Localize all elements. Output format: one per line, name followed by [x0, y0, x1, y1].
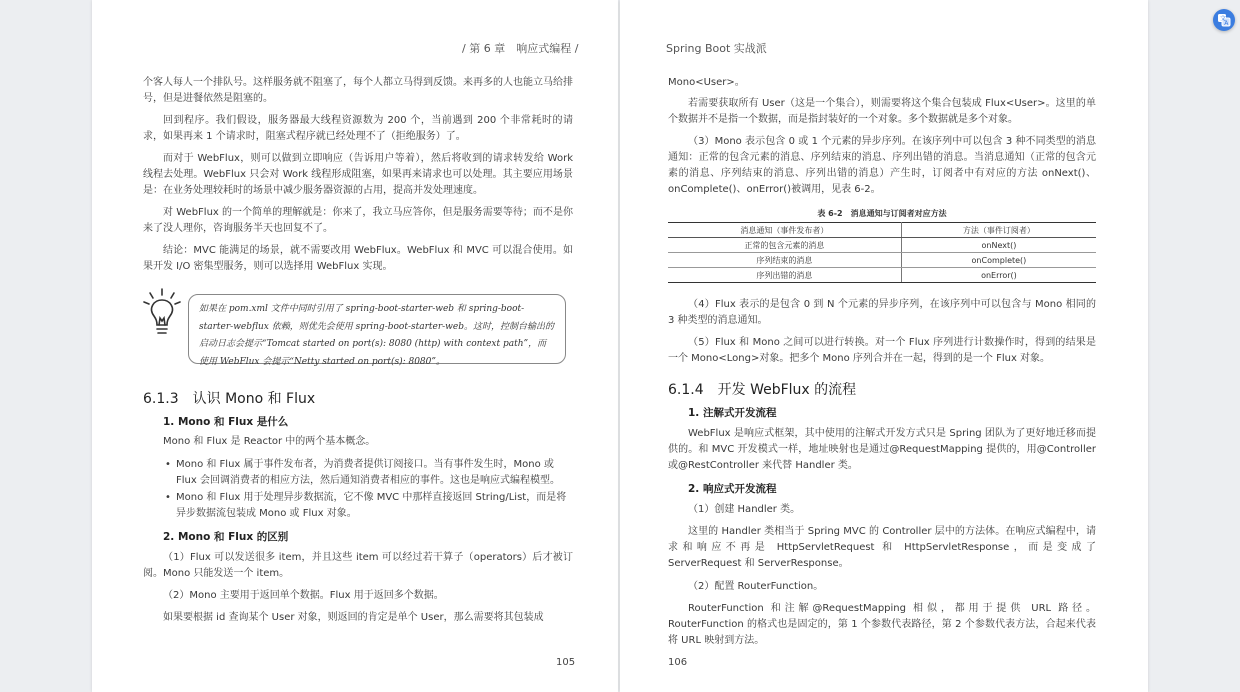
column-header: 消息通知（事件发布者）: [668, 223, 901, 238]
section-title: 6.1.3 认识 Mono 和 Flux: [143, 391, 316, 407]
table-row: [668, 268, 1096, 283]
paragraph: 回到程序。我们假设，服务器最大线程资源数为 200 个，当前遇到 200 个非常耗时的请求，如果再来 1 个请求时，阻塞式程序就已经处理不了（拒绝服务）了。: [143, 115, 573, 142]
subsection-title: 1. Mono 和 Flux 是什么: [163, 416, 289, 428]
paragraph: 如果要根据 id 查询某个 User 对象，则返回的肯定是单个 User，那么需要将其包装成: [163, 612, 544, 623]
chapter-header: / 第 6 章 响应式编程 /: [462, 42, 579, 55]
paragraph: （1）创建 Handler 类。: [688, 504, 801, 515]
paragraph: 对 WebFlux 的一个简单的理解就是：你来了，我立马应答你，但是服务需要等待；而不是你来了没人理你，咨询服务半天也回复不了。: [143, 207, 573, 234]
paragraph: 而对于 WebFlux，则可以做到立即响应（告诉用户等着），然后将收到的请求转发给 Work 线程去处理。WebFlux 只会对 Work 线程形成阻塞，如果再来请求也可以处理。其主要应用场景是：在业务处理较耗时的场景中减少服务器资源的占用，提高并发处理速度。: [143, 153, 573, 196]
table-cell: 序列结束的消息: [668, 253, 901, 268]
table-cell: onComplete(): [901, 253, 1096, 268]
subsection-title: 1. 注解式开发流程: [688, 407, 777, 419]
paragraph: （5）Flux 和 Mono 之间可以进行转换。对一个 Flux 序列进行计数操作时，得到的结果是一个 Mono<Long>对象。把多个 Mono 序列合并在一起，得到的是一个 Flux 对象。: [668, 337, 1096, 364]
paragraph: 结论：MVC 能满足的场景，就不需要改用 WebFlux。WebFlux 和 MVC 可以混合使用。如果开发 I/O 密集型服务，则可以选择用 WebFlux 实现。: [143, 245, 573, 272]
paragraph: 若需要获取所有 User（这是一个集合），则需要将这个集合包装成 Flux<User>。这里的单个数据并不是指一个数据，而是指封装好的一个对象。多个数据就是多个对象。: [668, 98, 1096, 125]
paragraph: （2）Mono 主要用于返回单个数据。Flux 用于返回多个数据。: [163, 590, 444, 601]
subsection-title: 2. 响应式开发流程: [688, 483, 777, 495]
paragraph: WebFlux 是响应式框架，其中使用的注解式开发方式只是 Spring 团队为了更好地迁移而提供的。和 MVC 开发模式一样，地址映射也是通过@RequestMapping 提供的，用@Controller 或@RestController 来代替 Handler 类。: [668, 428, 1096, 471]
paragraph: 这里的 Handler 类相当于 Spring MVC 的 Controller 层中的方法体。在响应式编程中，请求和响应不再是 HttpServletRequest 和 HttpServletResponse，而是变成了 ServerRequest 和 ServerResponse。: [668, 526, 1096, 569]
lightbulb-icon: [142, 288, 182, 340]
paragraph: Mono<User>。: [668, 77, 745, 88]
table-row: [668, 253, 1096, 268]
table-cell: 正常的包含元素的消息: [668, 238, 901, 253]
section-title: 6.1.4 开发 WebFlux 的流程: [668, 382, 857, 398]
table-row: [668, 238, 1096, 253]
right-page: [620, 0, 1148, 692]
translate-icon: [1217, 13, 1231, 27]
paragraph: （2）配置 RouterFunction。: [688, 581, 824, 592]
book-header: Spring Boot 实战派: [666, 42, 767, 55]
tip-note: 如果在 pom.xml 文件中同时引用了 spring-boot-starter-web 和 spring-boot-starter-webflux 依赖，则优先会使用 spring-boot-starter-web。这时，控制台输出的启动日志会提示“Tomcat started on port(s): 8080 (http) with context path”，而使用 WebFlux 会提示“Netty started on port(s): 8080”。: [188, 294, 566, 364]
paragraph: 个客人每人一个排队号。这样服务就不阻塞了，每个人都立马得到反馈。来再多的人也能立马给排号，但是进餐依然是阻塞的。: [143, 77, 573, 104]
translate-button[interactable]: [1213, 9, 1235, 31]
subsection-title: 2. Mono 和 Flux 的区别: [163, 531, 289, 543]
table-header-row: [668, 223, 1096, 238]
list-item: • Mono 和 Flux 用于处理异步数据流，它不像 MVC 中那样直接返回 String/List，而是将异步数据流包装成 Mono 或 Flux 对象。: [163, 490, 573, 522]
svg-text:文: 文: [1220, 15, 1227, 23]
table-cell: onNext(): [901, 238, 1096, 253]
list-item: • Mono 和 Flux 属于事件发布者，为消费者提供订阅接口。当有事件发生时，Mono 或 Flux 会回调消费者的相应方法，然后通知消费者相应的事件。这也是响应式编程模型。: [163, 457, 573, 489]
paragraph: （4）Flux 表示的是包含 0 到 N 个元素的异步序列，在该序列中可以包含与 Mono 相同的 3 种类型的消息通知。: [668, 299, 1096, 326]
message-table: [668, 222, 1096, 283]
bullet-list: [163, 457, 573, 523]
paragraph: （3）Mono 表示包含 0 或 1 个元素的异步序列。在该序列中可以包含 3 种不同类型的消息通知：正常的包含元素的消息、序列结束的消息、序列出错的消息。当消息通知（正常的包含元素的消息、序列结束的消息、序列出错的消息）产生时，订阅者中有对应的方法 onNext()、onComplete()、onError()被调用，见表 6-2。: [668, 136, 1096, 195]
column-header: 方法（事件订阅者）: [901, 223, 1096, 238]
svg-text:A: A: [1224, 19, 1229, 27]
table-cell: onError(): [901, 268, 1096, 283]
table-caption: 表 6-2 消息通知与订阅者对应方法: [817, 209, 947, 218]
table-cell: 序列出错的消息: [668, 268, 901, 283]
page-number: 106: [668, 657, 688, 668]
paragraph: （1）Flux 可以发送很多 item，并且这些 item 可以经过若干算子（operators）后才被订阅。Mono 只能发送一个 item。: [143, 552, 573, 579]
paragraph: RouterFunction 和注解@RequestMapping 相似，都用于提供 URL 路径。RouterFunction 的格式也是固定的，第 1 个参数代表路径，第 2 个参数代表方法，合起来代表将 URL 映射到方法。: [668, 603, 1096, 646]
left-page: [92, 0, 618, 692]
page-number: 105: [556, 657, 576, 668]
paragraph: Mono 和 Flux 是 Reactor 中的两个基本概念。: [163, 436, 376, 447]
